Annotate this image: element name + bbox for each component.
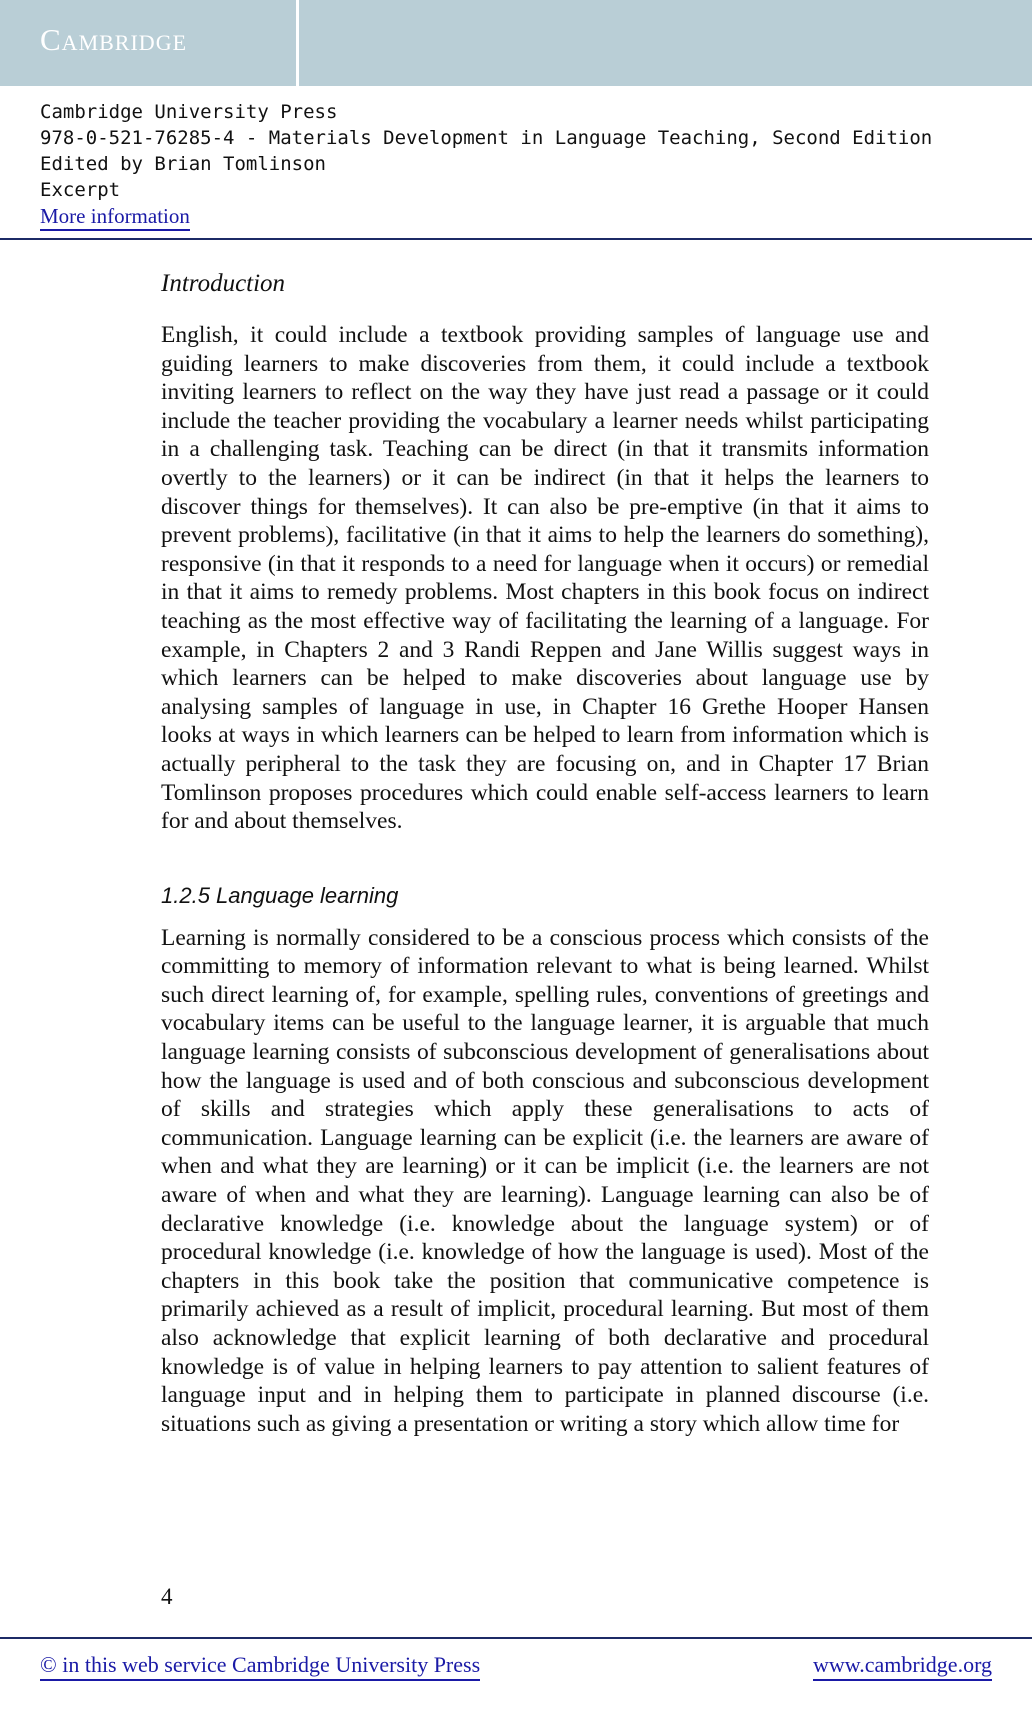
book-metadata (40, 99, 932, 230)
copyright-link[interactable]: © in this web service Cambridge University Press (40, 1652, 480, 1681)
cambridge-logo: Cambridge (40, 22, 188, 57)
more-information-link[interactable]: More information (40, 204, 190, 231)
header-banner (0, 0, 1032, 86)
excerpt-line: Excerpt (40, 179, 121, 201)
header-divider (0, 238, 1032, 240)
page-number: 4 (161, 1584, 173, 1609)
body-paragraph-2: Learning is normally considered to be a conscious process which consists of the committing to memory of information relevant to what is being learned. Whilst such direct learning of, for example, spelling rules, conventions of greetings and vocabulary items can be useful to the language learner, it is arguable that much language learning consists of subconscious development of generalisations about how the language is used and of both conscious and subconscious development of skills and strategies which apply these generalisations to acts of communication. Language learning can be explicit (i.e. the learners are aware of when and what they are learning) or it can be implicit (i.e. the learners are not aware of when and what they are learning). Language learning can also be of declarative knowledge (i.e. knowledge about the language system) or of procedural knowledge (i.e. knowledge of how the language is used). Most of the chapters in this book take the position that communicative competence is primarily achieved as a result of implicit, procedural learning. But most of them also acknowledge that explicit learning of both declarative and procedural knowledge is of value in helping learners to pay attention to salient features of language input and in helping them to participate in planned discourse (i.e. situations such as giving a presentation or writing a story which allow time for (161, 924, 929, 1437)
page-content (161, 268, 929, 1438)
cambridge-website-link[interactable]: www.cambridge.org (813, 1652, 992, 1681)
publisher-line: Cambridge University Press (40, 101, 338, 123)
footer-divider (0, 1637, 1032, 1639)
running-head: Introduction (161, 270, 286, 297)
body-paragraph-1: English, it could include a textbook providing samples of language use and guiding learners to make discoveries from them, it could include a textbook inviting learners to reflect on the way they have just read a passage or it could include the teacher providing the vocabulary a learner needs whilst participating in a challenging task. Teaching can be direct (in that it transmits information overtly to the learners) or it can be indirect (in that it helps the learners to discover things for themselves). It can also be pre-emptive (in that it aims to prevent problems), facilitative (in that it aims to help the learners do something), responsive (in that it responds to a need for language when it occurs) or remedial in that it aims to remedy problems. Most chapters in this book focus on indirect teaching as the most effective way of facilitating the learning of a language. For example, in Chapters 2 and 3 Randi Reppen and Jane Willis suggest ways in which learners can be helped to make discoveries about language use by analysing samples of language in use, in Chapter 16 Grethe Hooper Hansen looks at ways in which learners can be helped to learn from information which is actually peripheral to the task they are focusing on, and in Chapter 17 Brian Tomlinson proposes procedures which could enable self-access learners to learn for and about themselves. (161, 322, 929, 835)
editor-line: Edited by Brian Tomlinson (40, 153, 326, 175)
isbn-title-line: 978-0-521-76285-4 - Materials Development in Language Teaching, Second Edition (40, 127, 933, 149)
logo-cell (0, 0, 299, 86)
section-heading: 1.2.5 Language learning (161, 882, 399, 908)
